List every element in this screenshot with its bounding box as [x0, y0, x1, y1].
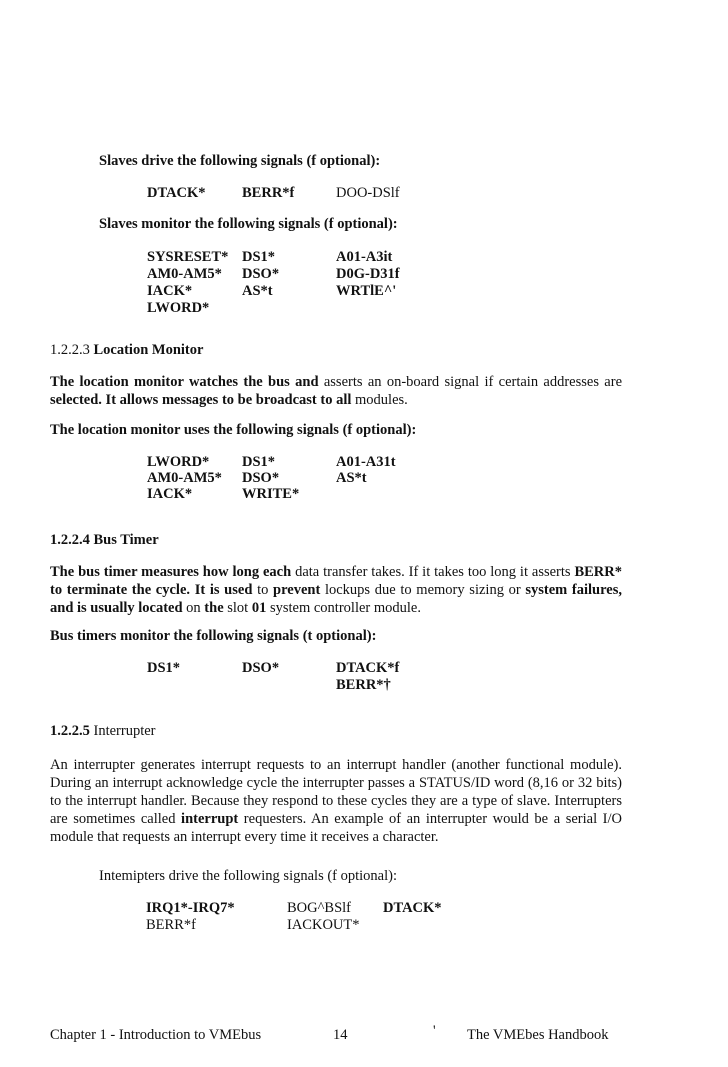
- footer-mark: ': [433, 1023, 436, 1039]
- location-monitor-signal: IACK*: [147, 486, 193, 502]
- slave-monitor-signal: LWORD*: [147, 300, 210, 316]
- interrupter-drive-heading: Intemipters drive the following signals (f optional):: [99, 868, 397, 884]
- interrupter-paragraph: An interrupter generates interrupt requests to an interrupt handler (another functional module). During an interrupt acknowledge cycle the interrupter passes a STATUS/ID word (8,16 or 32 bits) to the interrupt handler. Because they respond to these cycles they are a type of slave. Interrupters are sometimes called interrupt requesters. An example of an interrupter would be a serial I/O module that requests an interrupt every time it receives a character.: [50, 757, 622, 845]
- slaves-monitor-heading: Slaves monitor the following signals (f optional):: [99, 216, 398, 232]
- location-monitor-signal: LWORD*: [147, 454, 210, 470]
- slave-monitor-signal: AS*t: [242, 283, 273, 299]
- slave-monitor-signal: SYSRESET*: [147, 249, 229, 265]
- location-monitor-signal: DS1*: [242, 454, 276, 470]
- interrupter-signal: BOG^BSlf: [287, 900, 352, 916]
- section-heading-interrupter: 1.2.2.5 Interrupter: [50, 723, 156, 739]
- slave-monitor-signal: AM0-AM5*: [147, 266, 222, 282]
- bus-timer-monitor-heading: Bus timers monitor the following signals (t optional):: [50, 628, 377, 644]
- location-monitor-signal: AM0-AM5*: [147, 470, 222, 486]
- slave-drive-signal: DOO-DSlf: [336, 185, 400, 201]
- location-monitor-paragraph: The location monitor watches the bus and asserts an on-board signal if certain addresses are selected. It allows messages to be broadcast to all modules.: [50, 374, 622, 408]
- interrupter-signal: IACKOUT*: [287, 917, 360, 933]
- interrupter-signal: BERR*f: [146, 917, 196, 933]
- section-heading-location-monitor: 1.2.2.3 Location Monitor: [50, 342, 204, 358]
- footer-page-number: 14: [333, 1027, 348, 1043]
- slave-monitor-signal: WRTlE^': [336, 283, 397, 299]
- location-monitor-signal: WRITE*: [242, 486, 300, 502]
- location-monitor-uses-heading: The location monitor uses the following signals (f optional):: [50, 422, 417, 438]
- slave-monitor-signal: DSO*: [242, 266, 280, 282]
- bus-timer-paragraph: The bus timer measures how long each data transfer takes. If it takes too long it asserts BERR* to terminate the cycle. It is used to prevent lockups due to memory sizing or system failures, and is usually located on the slot 01 system controller module.: [50, 564, 623, 616]
- location-monitor-signal: A01-A31t: [336, 454, 396, 470]
- slave-monitor-signal: DS1*: [242, 249, 276, 265]
- interrupter-signal: DTACK*: [383, 900, 442, 916]
- footer-chapter: Chapter 1 - Introduction to VMEbus: [50, 1027, 262, 1043]
- location-monitor-signal: DSO*: [242, 470, 280, 486]
- slave-drive-signal: DTACK*: [147, 185, 206, 201]
- location-monitor-signal: AS*t: [336, 470, 367, 486]
- section-heading-bus-timer: 1.2.2.4 Bus Timer: [50, 532, 159, 548]
- slave-monitor-signal: D0G-D31f: [336, 266, 400, 282]
- slaves-drive-heading: Slaves drive the following signals (f optional):: [99, 153, 381, 169]
- slave-monitor-signal: IACK*: [147, 283, 193, 299]
- slave-monitor-signal: A01-A3it: [336, 249, 393, 265]
- interrupter-signal: IRQ1*-IRQ7*: [146, 900, 235, 916]
- bus-timer-signal: DSO*: [242, 660, 280, 676]
- bus-timer-signal: BERR*†: [336, 677, 391, 693]
- bus-timer-signal: DS1*: [147, 660, 181, 676]
- slave-drive-signal: BERR*f: [242, 185, 295, 201]
- bus-timer-signal: DTACK*f: [336, 660, 400, 676]
- footer-book-title: The VMEbes Handbook: [467, 1027, 609, 1043]
